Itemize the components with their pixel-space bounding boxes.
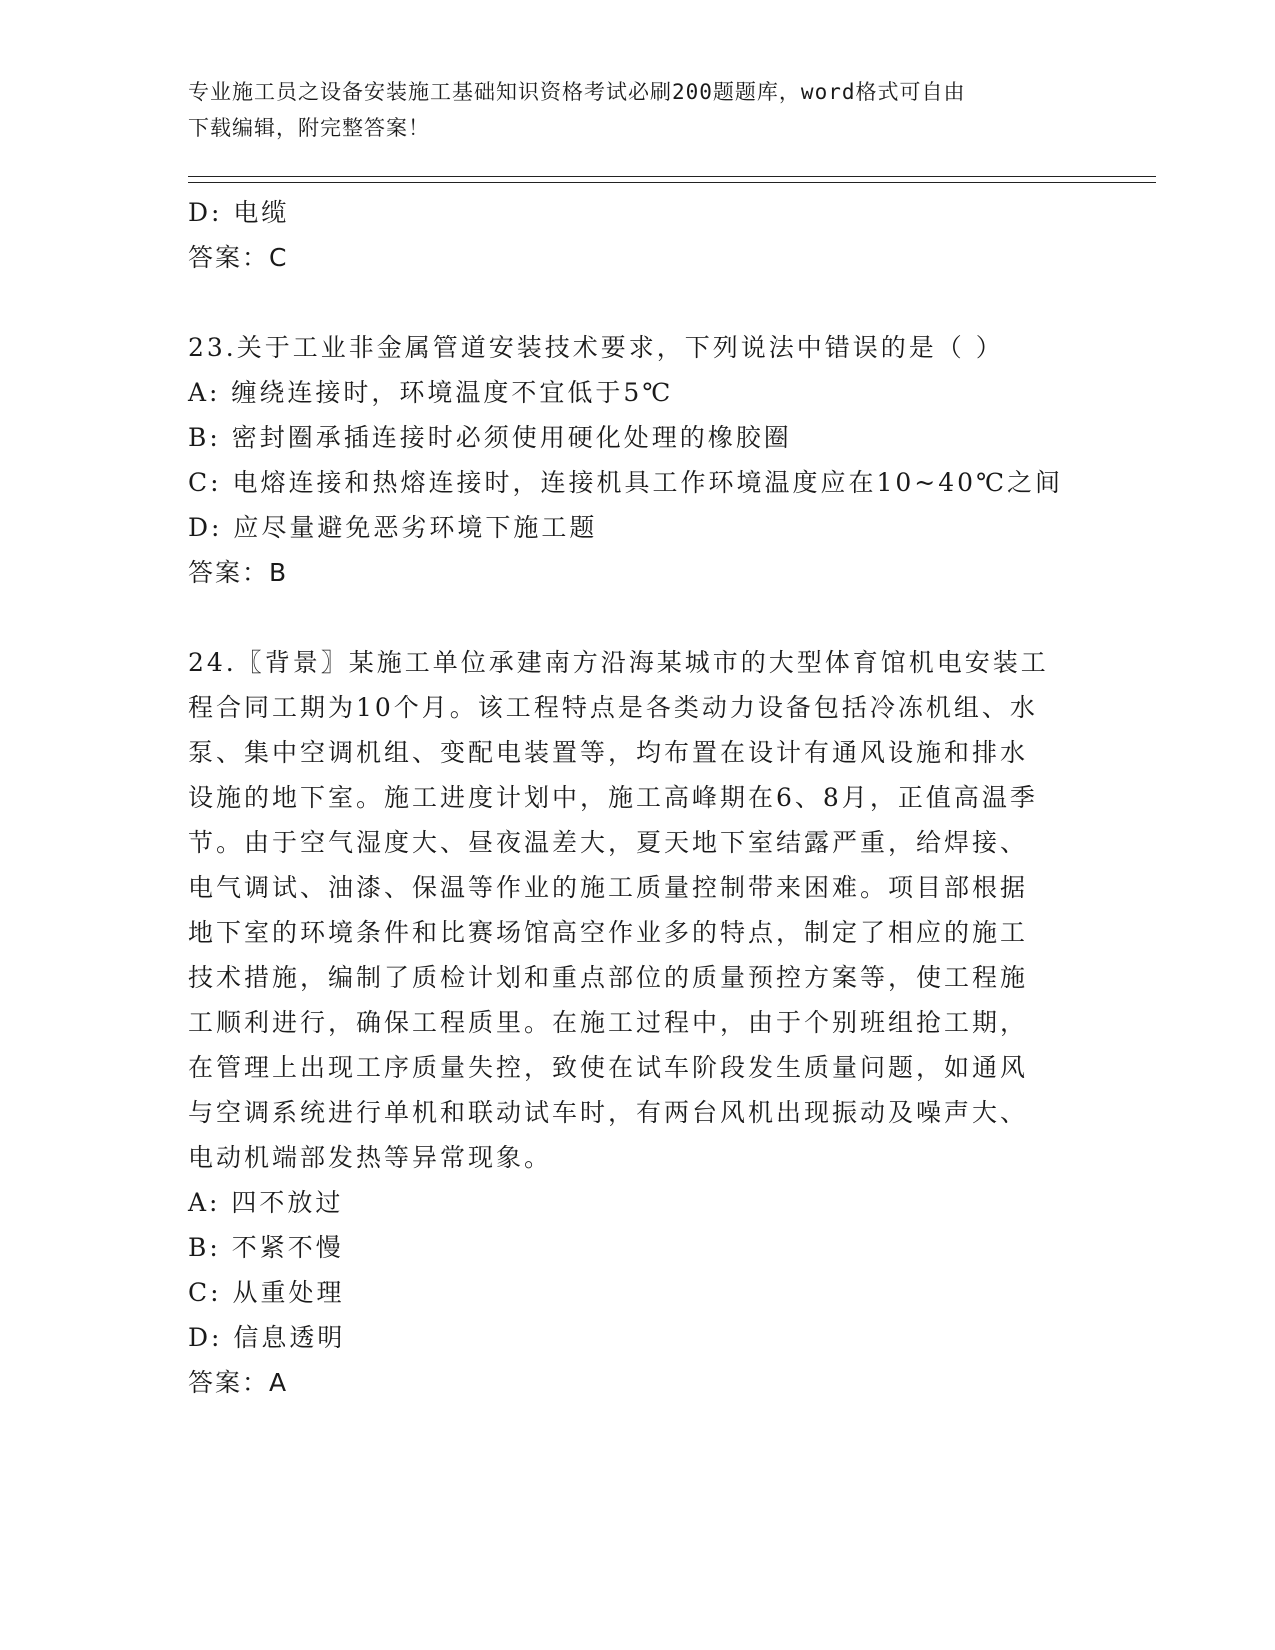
q22-option-d: D: 电缆 xyxy=(188,198,290,227)
header-title-line-2: 下载编辑，附完整答案！ xyxy=(188,116,430,140)
q24-stem-line: 泵、集中空调机组、变配电装置等，均布置在设计有通风设施和排水 xyxy=(188,738,1029,767)
header-divider-bottom xyxy=(188,182,1156,183)
spacer xyxy=(188,280,1088,325)
q24-option-a: A: 四不放过 xyxy=(188,1188,344,1217)
q22-answer: 答案：C xyxy=(188,243,289,272)
q24-stem-line: 工顺利进行，确保工程质里。在施工过程中，由于个别班组抢工期， xyxy=(188,1008,1029,1037)
header-title-line-1: 专业施工员之设备安装施工基础知识资格考试必刷200题题库，word格式可自由 xyxy=(188,80,966,104)
q24-stem-line: 设施的地下室。施工进度计划中，施工高峰期在6、8月，正值高温季 xyxy=(188,783,1038,812)
q24-stem-line: 在管理上出现工序质量失控，致使在试车阶段发生质量问题，如通风 xyxy=(188,1053,1029,1082)
question-22-tail xyxy=(188,190,1088,280)
q24-stem xyxy=(188,640,1088,1180)
q24-option-c: C: 从重处理 xyxy=(188,1278,345,1307)
q24-stem-line: 与空调系统进行单机和联动试车时，有两台风机出现振动及噪声大、 xyxy=(188,1098,1029,1127)
q23-stem: 23.关于工业非金属管道安装技术要求，下列说法中错误的是（ ） xyxy=(188,333,1004,362)
q23-option-c: C: 电熔连接和热熔连接时，连接机具工作环境温度应在10~40℃之间 xyxy=(188,468,1064,497)
q23-answer: 答案：B xyxy=(188,558,289,587)
q24-stem-line: 程合同工期为10个月。该工程特点是各类动力设备包括冷冻机组、水 xyxy=(188,693,1038,722)
document-header xyxy=(188,74,1068,146)
header-divider-top xyxy=(188,176,1156,177)
q23-option-b: B: 密封圈承插连接时必须使用硬化处理的橡胶圈 xyxy=(188,423,792,452)
q24-option-d: D: 信息透明 xyxy=(188,1323,346,1352)
q24-stem-line: 电气调试、油漆、保温等作业的施工质量控制带来困难。项目部根据 xyxy=(188,873,1029,902)
question-24 xyxy=(188,640,1088,1405)
q24-answer: 答案：A xyxy=(188,1368,289,1397)
q23-option-a: A: 缠绕连接时，环境温度不宜低于5℃ xyxy=(188,378,674,407)
q24-option-b: B: 不紧不慢 xyxy=(188,1233,344,1262)
q23-option-d: D: 应尽量避免恶劣环境下施工题 xyxy=(188,513,598,542)
document-body xyxy=(188,190,1088,1405)
q24-stem-line: 节。由于空气湿度大、昼夜温差大，夏天地下室结露严重，给焊接、 xyxy=(188,828,1029,857)
spacer xyxy=(188,595,1088,640)
q24-stem-line: 电动机端部发热等异常现象。 xyxy=(188,1143,553,1172)
question-23 xyxy=(188,325,1088,595)
q24-stem-line: 地下室的环境条件和比赛场馆高空作业多的特点，制定了相应的施工 xyxy=(188,918,1029,947)
q24-stem-line: 技术措施，编制了质检计划和重点部位的质量预控方案等，使工程施 xyxy=(188,963,1029,992)
q24-stem-line: 24.〖背景〗某施工单位承建南方沿海某城市的大型体育馆机电安装工 xyxy=(188,648,1049,677)
